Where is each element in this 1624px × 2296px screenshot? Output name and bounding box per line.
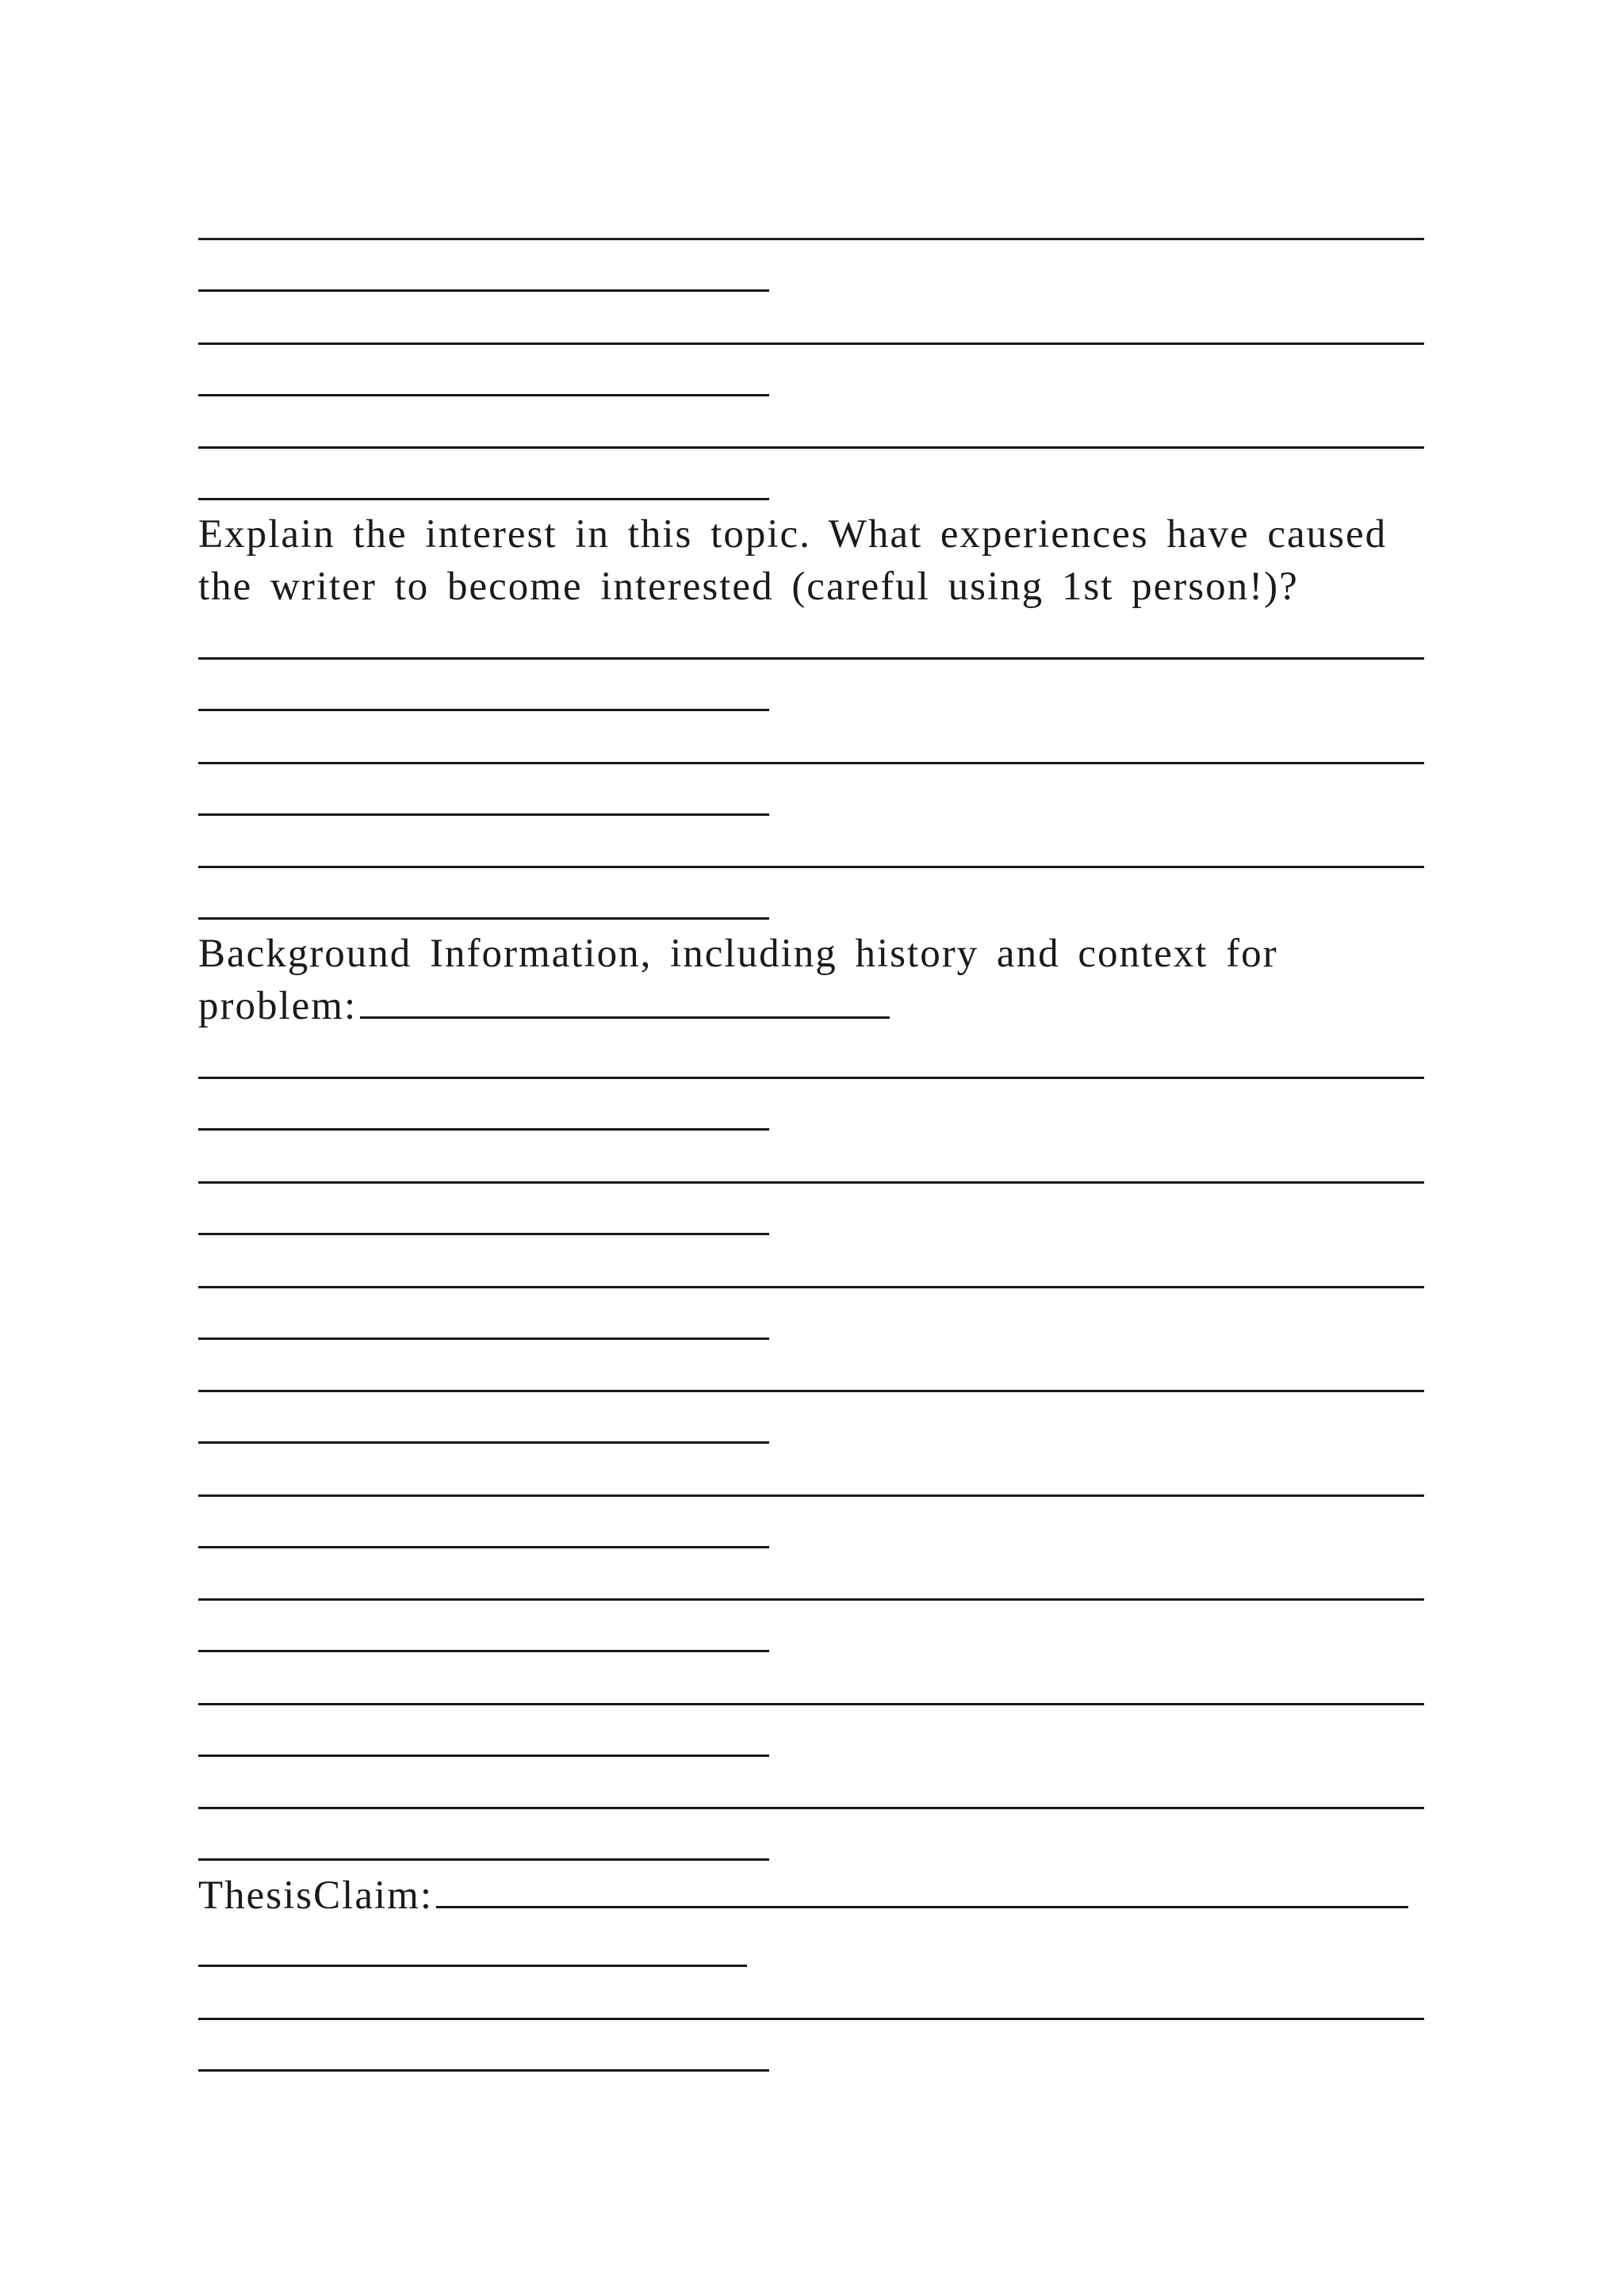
answer-blank[interactable]	[198, 238, 1424, 240]
background-prompt-line1: Background Information, including history and context for	[198, 932, 1278, 976]
answer-blank[interactable]	[198, 917, 769, 920]
answer-blank[interactable]	[198, 1390, 1424, 1392]
answer-blank[interactable]	[198, 813, 769, 816]
answer-blank[interactable]	[198, 762, 1424, 764]
answer-blank[interactable]	[198, 446, 1424, 449]
answer-blank[interactable]	[198, 1128, 769, 1131]
answer-blank[interactable]	[198, 2018, 1424, 2020]
answer-blank[interactable]	[198, 1494, 1424, 1497]
answer-blank[interactable]	[198, 1286, 1424, 1288]
answer-blank[interactable]	[436, 1906, 1408, 1908]
answer-blank[interactable]	[360, 1016, 890, 1019]
answer-blank[interactable]	[198, 1233, 769, 1235]
answer-blank[interactable]	[198, 342, 1424, 345]
answer-blank[interactable]	[198, 1181, 1424, 1184]
answer-blank[interactable]	[198, 1965, 747, 1967]
background-prompt-line2	[198, 980, 1435, 1032]
interest-prompt-line1: Explain the interest in this topic. What experiences have caused	[198, 512, 1388, 557]
answer-blank[interactable]	[198, 1441, 769, 1444]
answer-blank[interactable]	[198, 498, 769, 500]
answer-blank[interactable]	[198, 1337, 769, 1340]
answer-blank[interactable]	[198, 1650, 769, 1652]
answer-blank[interactable]	[198, 1703, 1424, 1705]
answer-blank[interactable]	[198, 1807, 1424, 1809]
interest-prompt-line2: the writer to become interested (careful using 1st person!)?	[198, 564, 1299, 609]
answer-blank[interactable]	[198, 866, 1424, 868]
thesis-prompt	[198, 1869, 1435, 1922]
answer-blank[interactable]	[198, 289, 769, 292]
answer-blank[interactable]	[198, 394, 769, 396]
answer-blank[interactable]	[198, 709, 769, 711]
answer-blank[interactable]	[198, 1077, 1424, 1079]
answer-blank[interactable]	[198, 2069, 769, 2072]
thesis-label: ThesisClaim:	[198, 1873, 433, 1918]
answer-blank[interactable]	[198, 1546, 769, 1548]
background-prompt-label: problem:	[198, 984, 358, 1028]
answer-blank[interactable]	[198, 657, 1424, 660]
answer-blank[interactable]	[198, 1755, 769, 1757]
answer-blank[interactable]	[198, 1598, 1424, 1601]
answer-blank[interactable]	[198, 1858, 769, 1861]
